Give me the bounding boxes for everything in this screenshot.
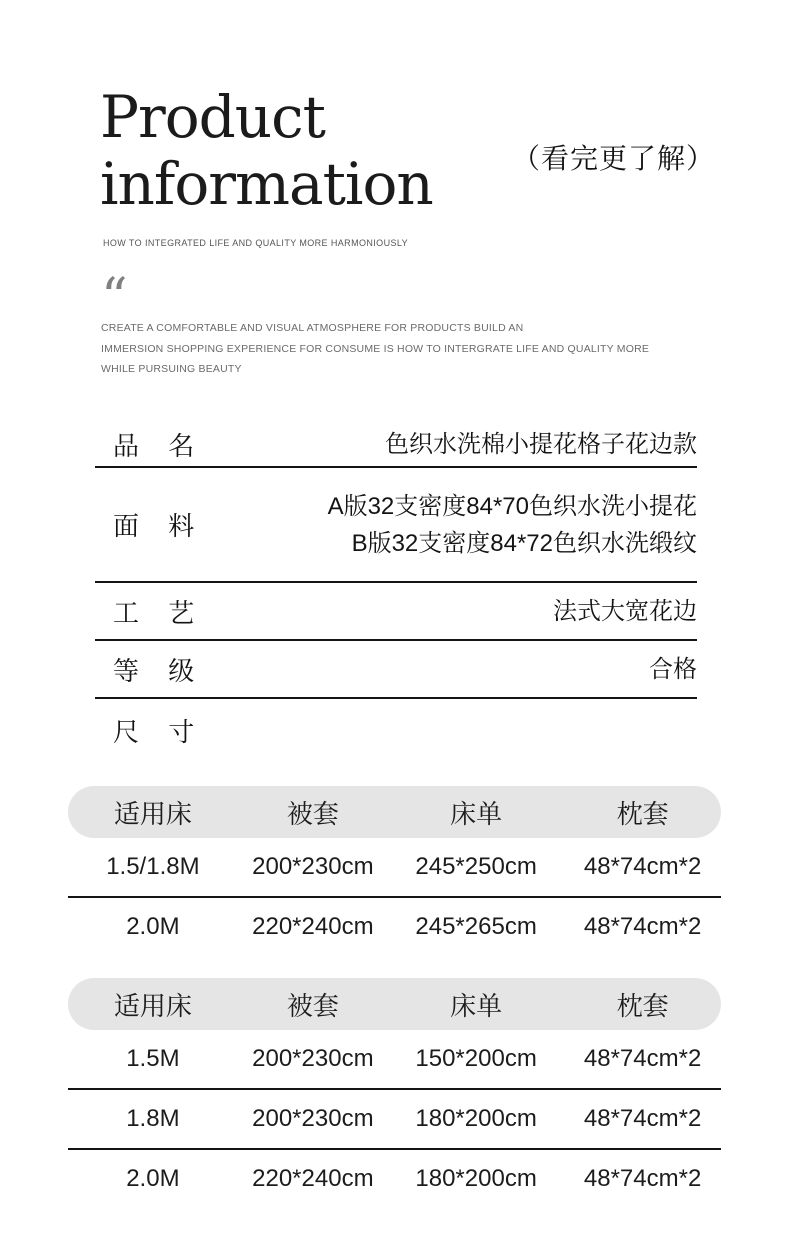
table-row (68, 896, 721, 956)
col-header-bed-sheet: 床单 (450, 990, 503, 1021)
size-table-1 (68, 786, 721, 956)
cell-duvet-cover: 200*230cm (252, 853, 374, 880)
spec-label: 等 级 (113, 655, 195, 686)
side-note: （看完更了解） (512, 143, 716, 174)
size-table-1-header (68, 786, 721, 838)
spec-row-product-name (95, 423, 697, 468)
quote-icon: “ (101, 268, 130, 328)
cell-bed-sheet: 150*200cm (415, 1045, 537, 1072)
cell-pillowcase: 48*74cm*2 (583, 1045, 702, 1072)
cell-bed-sheet: 245*265cm (415, 913, 537, 940)
col-header-duvet-cover: 被套 (286, 990, 339, 1021)
title-line-1: Product (100, 83, 325, 151)
size-table-2 (68, 978, 721, 1208)
spec-value (194, 488, 697, 562)
cell-bed-size: 1.8M (126, 1105, 180, 1132)
cell-bed-size: 2.0M (126, 1165, 180, 1192)
cell-bed-size: 1.5M (126, 1045, 180, 1072)
spec-value: 法式大宽花边 (553, 597, 697, 625)
col-header-bed: 适用床 (113, 990, 192, 1021)
spec-row-grade (95, 641, 697, 699)
cell-pillowcase: 48*74cm*2 (583, 1165, 702, 1192)
quote-line: WHILE PURSUING BEAUTY (101, 363, 242, 375)
spec-list (95, 423, 697, 761)
tagline: HOW TO INTEGRATED LIFE AND QUALITY MORE HARMONIOUSLY (103, 238, 409, 248)
quote-line: CREATE A COMFORTABLE AND VISUAL ATMOSPHERE FOR PRODUCTS BUILD AN (101, 322, 524, 334)
spec-value-line: B版32支密度84*72色织水洗缎纹 (351, 529, 697, 557)
page-title (100, 84, 433, 218)
spec-label: 尺 寸 (113, 716, 195, 747)
table-row (68, 1030, 721, 1088)
spec-value: 色织水洗棉小提花格子花边款 (385, 431, 697, 458)
spec-value: 合格 (649, 655, 697, 683)
spec-label: 品 名 (113, 431, 195, 461)
cell-bed-size: 1.5/1.8M (106, 853, 200, 880)
spec-label: 工 艺 (113, 597, 195, 628)
cell-duvet-cover: 200*230cm (252, 1045, 374, 1072)
col-header-pillowcase: 枕套 (616, 798, 669, 829)
table-row (68, 1088, 721, 1148)
col-header-bed-sheet: 床单 (450, 798, 503, 829)
cell-duvet-cover: 200*230cm (252, 1105, 374, 1132)
quote-line: IMMERSION SHOPPING EXPERIENCE FOR CONSUME IS HOW TO INTERGRATE LIFE AND QUALITY MORE (101, 342, 650, 355)
cell-pillowcase: 48*74cm*2 (583, 853, 702, 880)
cell-duvet-cover: 220*240cm (252, 913, 374, 940)
cell-bed-sheet: 245*250cm (415, 853, 537, 880)
table-row (68, 1148, 721, 1208)
cell-pillowcase: 48*74cm*2 (583, 913, 702, 940)
cell-bed-sheet: 180*200cm (415, 1105, 537, 1132)
title-line-2: information (100, 150, 433, 218)
spec-row-fabric (95, 468, 697, 583)
size-table-2-header (68, 978, 721, 1030)
spec-row-craft (95, 583, 697, 641)
spec-row-size (95, 699, 697, 761)
col-header-bed: 适用床 (113, 798, 192, 829)
cell-pillowcase: 48*74cm*2 (583, 1105, 702, 1132)
cell-duvet-cover: 220*240cm (252, 1165, 374, 1192)
quote-block (101, 268, 650, 380)
col-header-duvet-cover: 被套 (286, 798, 339, 829)
cell-bed-sheet: 180*200cm (415, 1165, 537, 1192)
col-header-pillowcase: 枕套 (616, 990, 669, 1021)
spec-value-line: A版32支密度84*70色织水洗小提花 (327, 492, 697, 520)
cell-bed-size: 2.0M (126, 913, 180, 940)
table-row (68, 838, 721, 896)
spec-label: 面 料 (113, 511, 195, 541)
